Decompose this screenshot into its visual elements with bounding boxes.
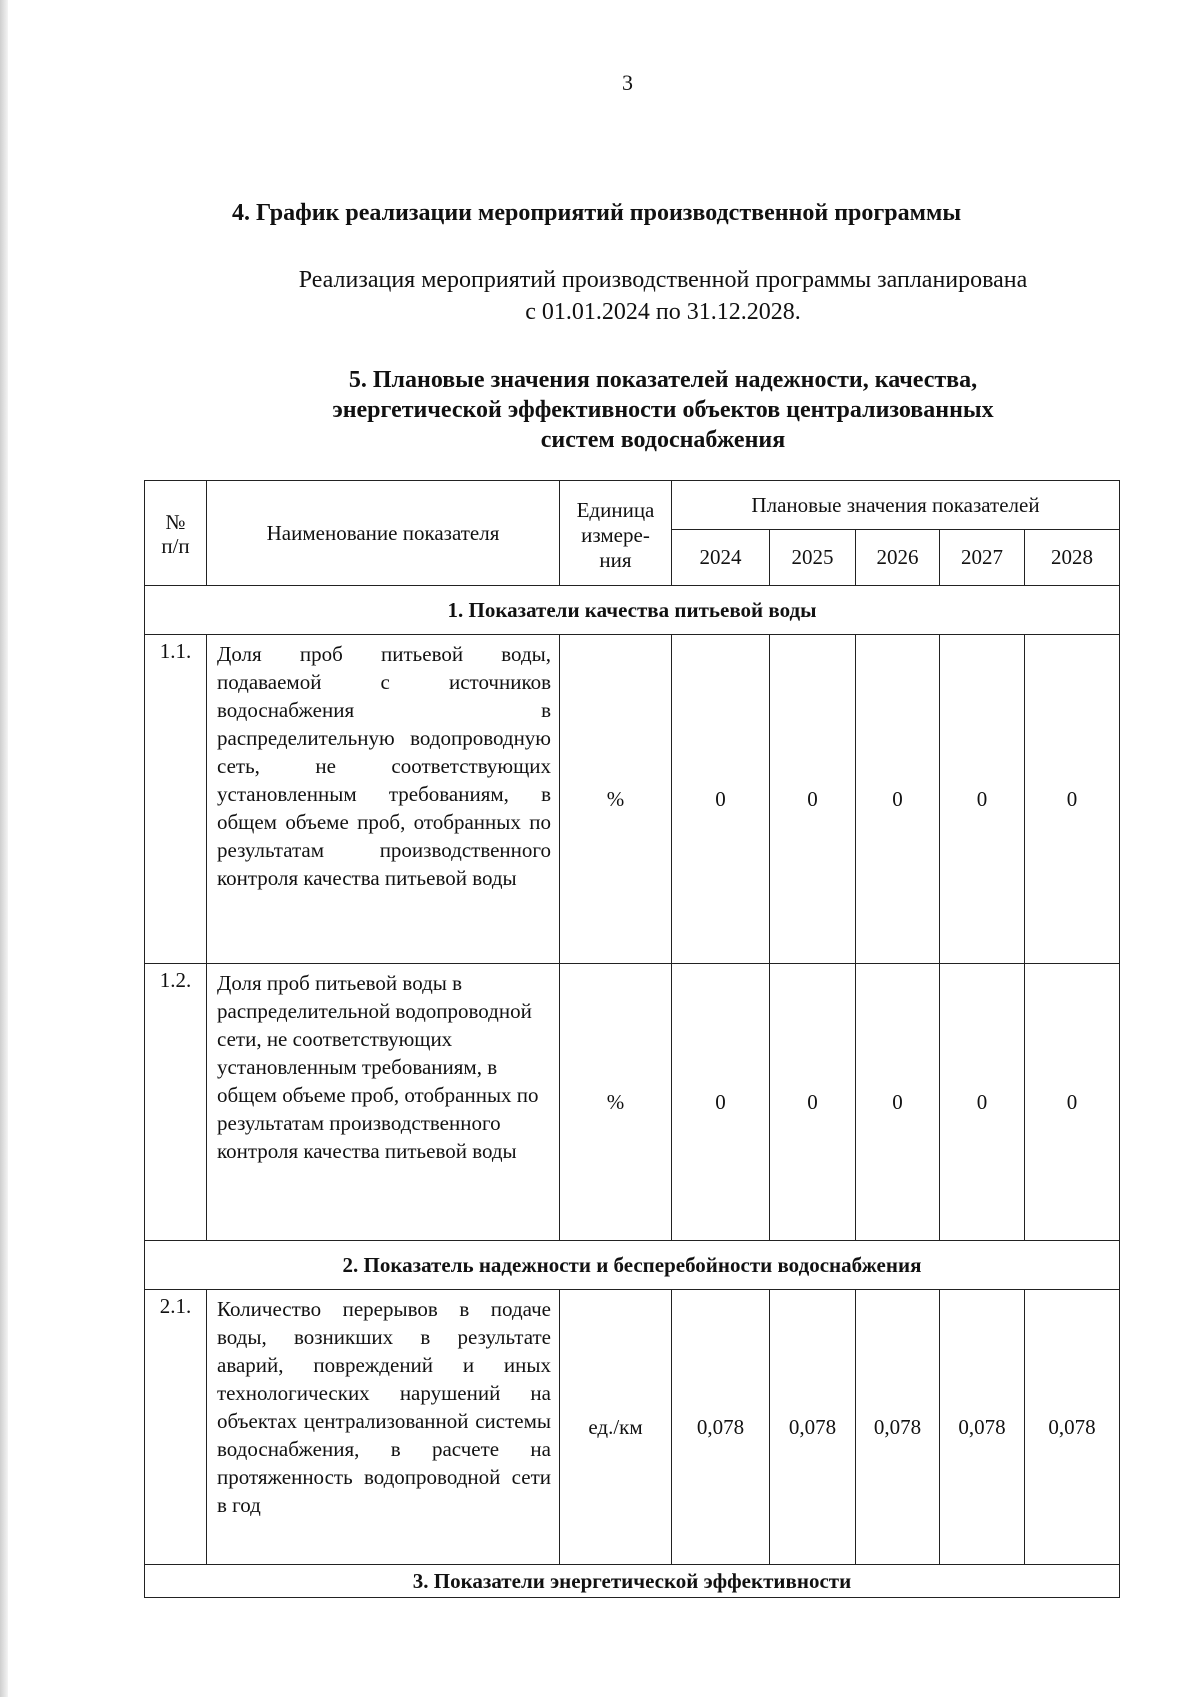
header-num (145, 481, 207, 586)
row-value: 0,078 (856, 1290, 940, 1565)
header-unit-line3: ния (599, 547, 632, 572)
header-unit (560, 481, 672, 586)
row-value: 0 (1025, 964, 1120, 1241)
row-value: 0 (672, 635, 770, 964)
row-value: 0 (672, 964, 770, 1241)
table-row (145, 635, 1120, 964)
section-5-heading (232, 365, 1094, 455)
row-number: 2.1. (145, 1290, 207, 1565)
row-value: 0 (770, 635, 856, 964)
header-name: Наименование показателя (207, 481, 560, 586)
table-row (145, 1290, 1120, 1565)
section-row (145, 586, 1120, 635)
section-4-heading: 4. График реализации мероприятий производственной программы (232, 200, 962, 226)
row-value: 0,078 (770, 1290, 856, 1565)
row-value: 0,078 (1025, 1290, 1120, 1565)
header-year: 2027 (940, 530, 1025, 586)
row-value: 0 (940, 964, 1025, 1241)
header-num-line1: № (165, 510, 186, 534)
header-num-line2: п/п (161, 534, 190, 558)
section-5-heading-line1: 5. Плановые значения показателей надежности, качества, (348, 367, 978, 393)
row-value: 0 (1025, 635, 1120, 964)
table-header-row (145, 481, 1120, 530)
section-4-text (232, 264, 1094, 328)
section-5-heading-line3: систем водоснабжения (540, 427, 786, 453)
row-number: 1.1. (145, 635, 207, 964)
section-title: 1. Показатели качества питьевой воды (145, 586, 1120, 635)
section-4-text-line1: Реализация мероприятий производственной программы запланирована (298, 267, 1028, 293)
section-row (145, 1565, 1120, 1598)
row-unit: % (560, 635, 672, 964)
page-edge (0, 0, 8, 1697)
header-unit-line1: Единица (576, 497, 655, 522)
header-year: 2026 (856, 530, 940, 586)
row-number: 1.2. (145, 964, 207, 1241)
row-unit: % (560, 964, 672, 1241)
row-indicator-name: Доля проб питьевой воды в распределительной водопроводной сети, не соответствующих установленным требованиям, в общем объеме проб, отобранных по результатам производственного контроля качества питьевой воды (207, 964, 560, 1241)
row-value: 0 (940, 635, 1025, 964)
row-value: 0,078 (672, 1290, 770, 1565)
header-year: 2028 (1025, 530, 1120, 586)
section-title: 3. Показатели энергетической эффективности (145, 1565, 1120, 1598)
row-value: 0 (770, 964, 856, 1241)
section-4-text-line2: с 01.01.2024 по 31.12.2028. (525, 299, 801, 325)
page-number: 3 (622, 70, 633, 95)
header-unit-line2: измере- (581, 522, 650, 547)
row-value: 0,078 (940, 1290, 1025, 1565)
table-row (145, 964, 1120, 1241)
section-row (145, 1241, 1120, 1290)
row-indicator-name: Доля проб питьевой воды, подаваемой с источников водоснабжения в распределительную водопроводную сеть, не соответствующих установленным требованиям, в общем объеме проб, отобранных по результатам производственного контроля качества питьевой воды (207, 635, 560, 964)
row-value: 0 (856, 964, 940, 1241)
indicators-table (144, 480, 1120, 1598)
row-indicator-name: Количество перерывов в подаче воды, возникших в результате аварий, повреждений и иных технологических нарушений на объектах централизованной системы водоснабжения, в расчете на протяженность водопроводной сети в год (207, 1290, 560, 1565)
row-unit: ед./км (560, 1290, 672, 1565)
section-title: 2. Показатель надежности и бесперебойности водоснабжения (145, 1241, 1120, 1290)
header-year: 2025 (770, 530, 856, 586)
row-value: 0 (856, 635, 940, 964)
section-5-heading-line2: энергетической эффективности объектов централизованных (332, 397, 994, 423)
header-plan: Плановые значения показателей (672, 481, 1120, 530)
header-year: 2024 (672, 530, 770, 586)
